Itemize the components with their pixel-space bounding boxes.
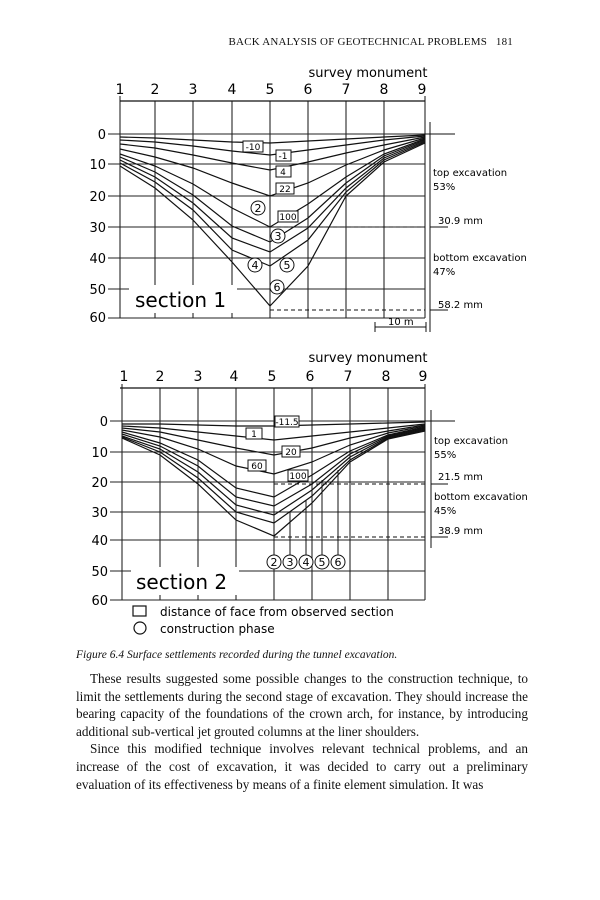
y-tick-label: 0: [99, 415, 108, 430]
y-tick-label: 30: [89, 221, 106, 236]
annotation-bottom: bottom excavation: [433, 253, 527, 264]
monument-label: 9: [417, 82, 427, 98]
legend-phase-label: construction phase: [160, 622, 275, 636]
legend-circle-icon: [134, 622, 146, 634]
phase-label: 2: [254, 202, 262, 215]
phase-label: 5: [318, 556, 326, 569]
phase-label: 6: [334, 556, 342, 569]
annotation-top-pct: 55%: [434, 450, 457, 461]
y-tick-label: 0: [97, 128, 106, 143]
section1-chart: [89, 66, 526, 332]
y-tick-label: 40: [91, 534, 108, 549]
section2-y-ticks: [91, 415, 108, 609]
distance-box-label: 1: [251, 430, 257, 440]
figure-legend: [133, 605, 394, 636]
section1-annotations: [388, 168, 527, 328]
y-tick-label: 10: [89, 158, 106, 173]
monument-label: 4: [227, 82, 237, 98]
monument-label: 1: [119, 369, 129, 385]
distance-box-label: 22: [279, 185, 291, 195]
distance-box-label: 60: [251, 462, 263, 472]
y-tick-label: 60: [91, 594, 108, 609]
y-tick-label: 20: [91, 476, 108, 491]
phase-label: 5: [283, 259, 291, 272]
annotation-top-pct: 53%: [433, 182, 456, 193]
distance-box-label: 20: [285, 448, 297, 458]
monument-label: 7: [343, 369, 353, 385]
distance-box-label: 4: [280, 168, 286, 178]
legend-distance-label: distance of face from observed section: [160, 605, 394, 619]
section1-profiles: [120, 135, 425, 306]
section2-annotations: [434, 436, 528, 537]
y-tick-label: 40: [89, 252, 106, 267]
monument-label: 6: [303, 82, 313, 98]
section2-phase-circles: [267, 555, 345, 569]
header-title: BACK ANALYSIS OF GEOTECHNICAL PROBLEMS: [228, 36, 488, 48]
figure-caption: [76, 649, 526, 661]
monument-label: 5: [267, 369, 277, 385]
annotation-top-mm: 30.9 mm: [438, 216, 483, 227]
annotation-bottom-mm: 58.2 mm: [438, 300, 483, 311]
legend-box-icon: [133, 606, 146, 616]
section1-label: section 1: [135, 288, 227, 312]
monument-label: 2: [155, 369, 165, 385]
monument-label: 9: [418, 369, 428, 385]
distance-box-label: -11.5: [275, 418, 299, 428]
monument-label: 6: [305, 369, 315, 385]
page-number: 181: [495, 36, 513, 48]
figure-caption-text: Surface settlements recorded during the tunnel excavation.: [127, 649, 398, 661]
section1-monument-labels: [116, 82, 427, 98]
monument-label: 3: [193, 369, 203, 385]
phase-label: 4: [302, 556, 310, 569]
distance-box-label: -1: [278, 152, 288, 162]
y-tick-label: 20: [89, 190, 106, 205]
annotation-bottom: bottom excavation: [434, 492, 528, 503]
phase-label: 3: [286, 556, 294, 569]
y-tick-label: 60: [89, 311, 106, 326]
annotation-top: top excavation: [433, 168, 508, 179]
phase-label: 2: [270, 556, 278, 569]
phase-label: 6: [273, 281, 281, 294]
section2-chart: [91, 351, 527, 636]
monument-label: 1: [115, 82, 125, 98]
monument-label: 3: [188, 82, 198, 98]
annotation-bottom-mm: 38.9 mm: [438, 526, 483, 537]
scale-bar-label: 10 m: [388, 317, 414, 328]
monument-label: 4: [229, 369, 239, 385]
monument-label: 8: [379, 82, 389, 98]
paragraph: Since this modified technique involves relevant technical problems, and an increase of the cost of excavation, it was decided to carry out a preliminary evaluation of its effectiveness by means of a finite element simulation. It was: [76, 741, 528, 792]
section1-y-ticks: [89, 128, 106, 326]
y-tick-label: 50: [91, 565, 108, 580]
paragraph: These results suggested some possible changes to the construction technique, to limit the settlements during the second stage of excavation. They should increase the bearing capacity of the foundations of the crown arch, for instance, by introducing additional sub-vertical jet grouted columns at the liner shoulders.: [76, 671, 528, 739]
y-tick-label: 30: [91, 506, 108, 521]
annotation-bottom-pct: 45%: [434, 506, 457, 517]
y-tick-label: 50: [89, 283, 106, 298]
distance-box-label: 100: [279, 213, 297, 223]
distance-box-label: 100: [289, 472, 307, 482]
section2-title: survey monument: [308, 351, 428, 366]
monument-label: 8: [381, 369, 391, 385]
annotation-top-mm: 21.5 mm: [438, 472, 483, 483]
section2-monument-labels: [120, 369, 428, 385]
monument-label: 2: [150, 82, 160, 98]
annotation-top: top excavation: [434, 436, 509, 447]
body-text: [76, 670, 528, 793]
monument-label: 7: [341, 82, 351, 98]
annotation-bottom-pct: 47%: [433, 267, 456, 278]
phase-label: 3: [274, 230, 282, 243]
phase-label: 4: [251, 259, 259, 272]
y-tick-label: 10: [91, 446, 108, 461]
figure-caption-label: Figure 6.4: [76, 649, 125, 661]
monument-label: 5: [265, 82, 275, 98]
distance-box-label: -10: [245, 143, 261, 153]
section1-title: survey monument: [308, 66, 428, 81]
section2-label: section 2: [136, 570, 228, 594]
